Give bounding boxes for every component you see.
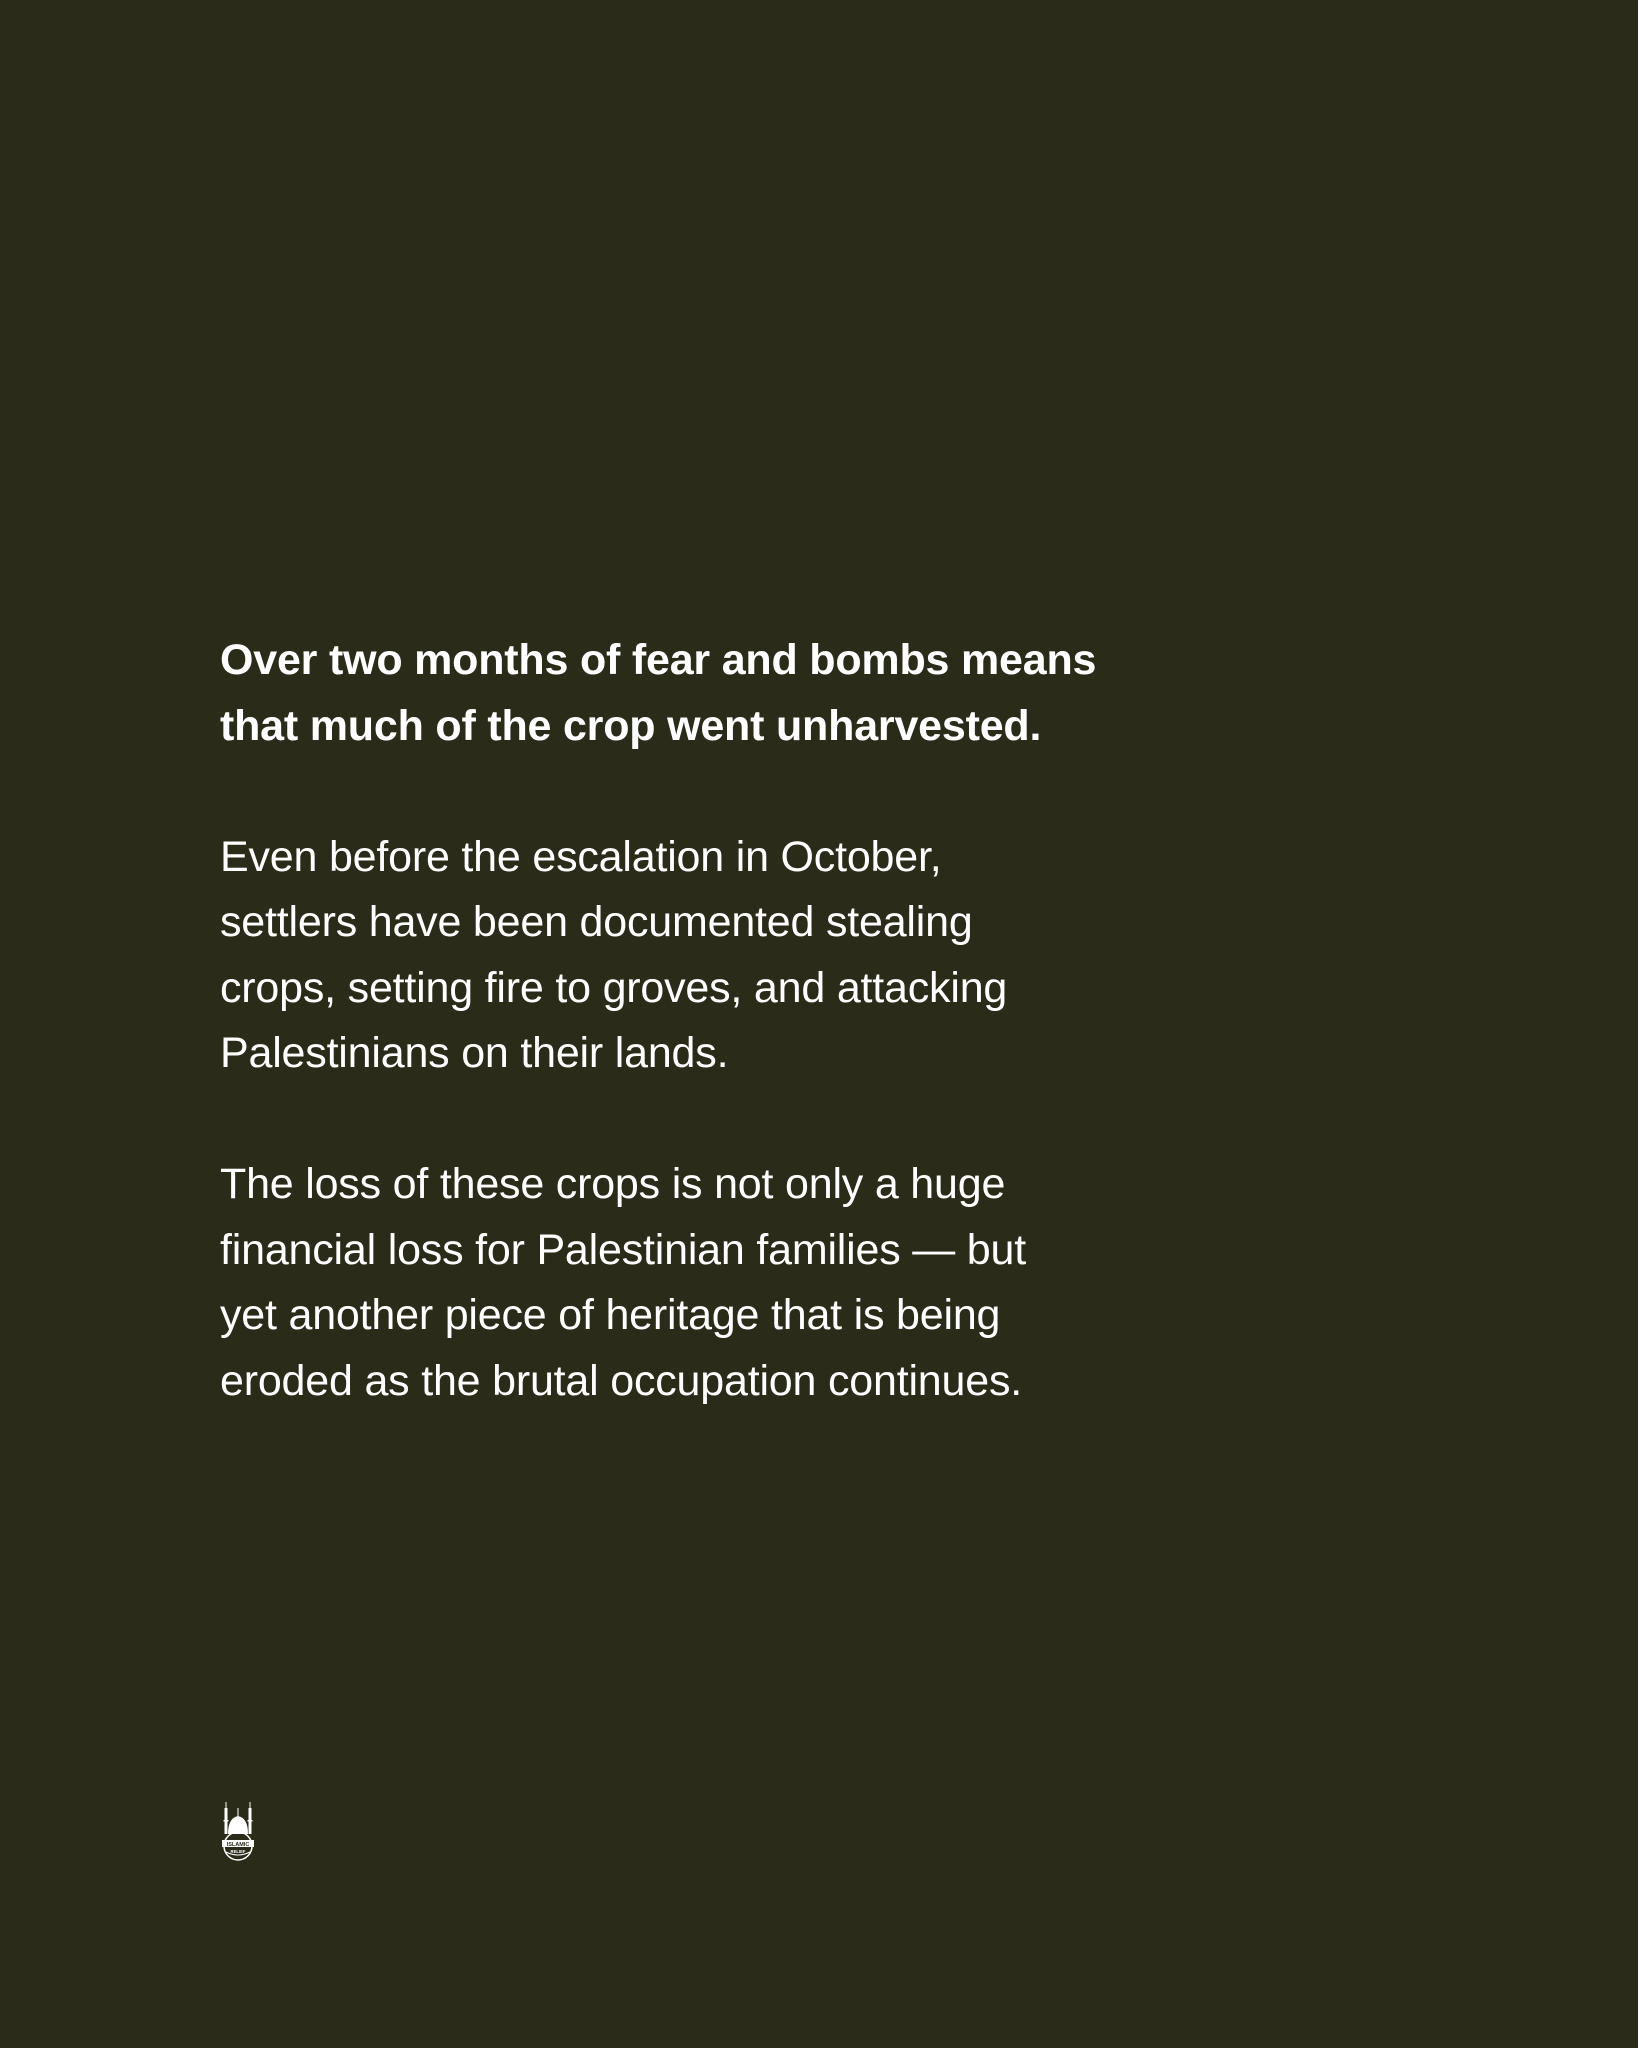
paragraph-line: yet another piece of heritage that is being (220, 1291, 1001, 1339)
headline-line: that much of the crop went unharvested. (220, 701, 1042, 750)
paragraph-line: Even before the escalation in October, (220, 832, 942, 881)
logo-text-bottom: RELIEF (230, 1849, 246, 1854)
text-block (220, 628, 1220, 1414)
logo-text-top: ISLAMIC (226, 1841, 250, 1848)
paragraph-line: crops, setting fire to groves, and attacking (220, 963, 1008, 1012)
mosque-logo-icon (219, 1800, 257, 1868)
paragraph-2 (220, 1152, 1220, 1414)
paragraph-line: settlers have been documented stealing (220, 898, 973, 946)
paragraph-line: The loss of these crops is not only a huge (220, 1160, 1006, 1208)
paragraph-line: Palestinians on their lands. (220, 1029, 729, 1077)
paragraph-line: eroded as the brutal occupation continues. (220, 1356, 1022, 1405)
paragraph-line: financial loss for Palestinian families — but (220, 1225, 1026, 1274)
headline (220, 628, 1220, 759)
paragraph-1 (220, 825, 1220, 1087)
headline-line: Over two months of fear and bombs means (220, 636, 1097, 684)
